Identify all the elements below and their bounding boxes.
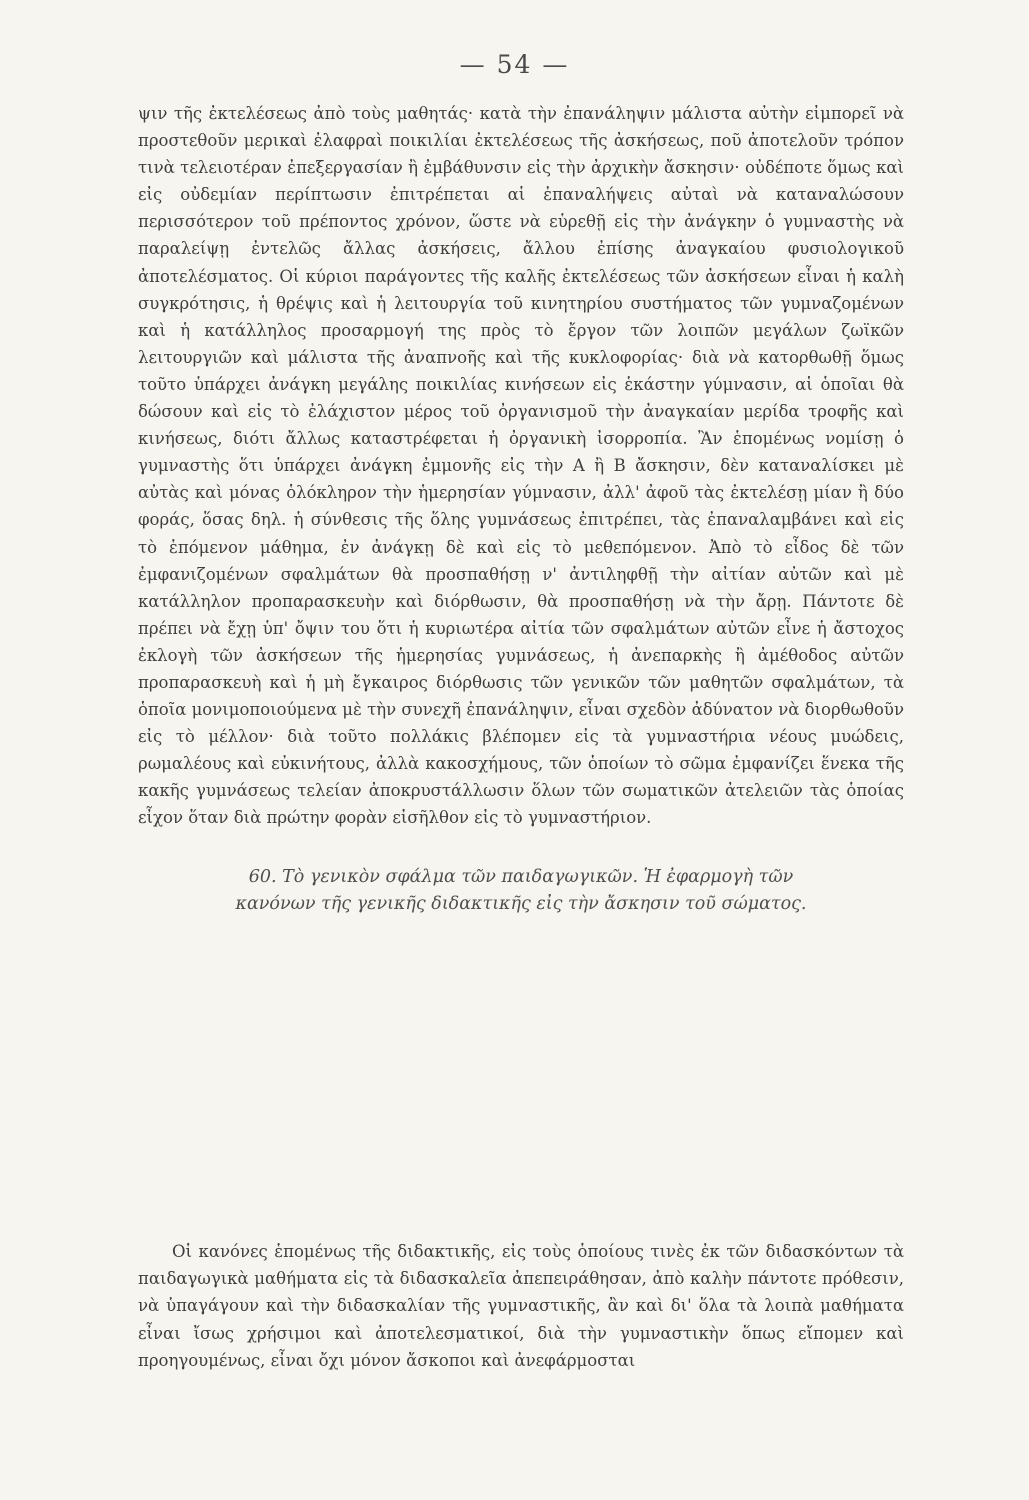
section-heading bbox=[138, 864, 904, 918]
paragraph-wrapper bbox=[138, 1238, 904, 1374]
paragraph-text: Οἱ κανόνες ἑπομένως τῆς διδακτικῆς, εἰς τοὺς ὁποίους τινὲς ἐκ τῶν διδασκόντων τὰ παιδαγωγικὰ μαθήματα εἰς τὰ διδασκαλεῖα ἀπεπειράθησαν, ἀπὸ καλὴν πάντοτε πρόθεσιν, νὰ ὑπαγάγουν καὶ τὴν διδασκαλίαν τῆς γυμναστικῆς, ἂν καὶ δι' ὅλα τὰ λοιπὰ μαθήματα εἶναι ἴσως χρήσιμοι καὶ ἀποτελεσματικοί, διὰ τὴν γυμναστικὴν ὅπως εἴπομεν καὶ προηγουμένως, εἶναι ὄχι μόνον ἄσκοποι καὶ ἀνεφάρμοσται bbox=[138, 1242, 904, 1370]
paragraph-text: ψιν τῆς ἐκτελέσεως ἀπὸ τοὺς μαθητάς· κατὰ τὴν ἐπανάληψιν μάλιστα αὐτὴν εἰμπορεῖ νὰ προστεθοῦν μερικαὶ ἐλαφραὶ ποικιλίαι ἐκτελέσεως τῆς ἀσκήσεως, ποῦ ἀποτελοῦν τρόπον τινὰ τελειοτέραν ἐπεξεργασίαν ἢ ἐμβάθυνσιν εἰς τὴν ἀρχικὴν ἄσκησιν· οὐδέποτε ὅμως καὶ εἰς οὐδεμίαν περίπτωσιν ἐπιτρέπεται αἱ ἐπαναλήψεις αὐταὶ νὰ καταναλώσουν περισσότερον τοῦ πρέποντος χρόνον, ὥστε νὰ εὑρεθῇ εἰς τὴν ἀνάγκην ὁ γυμναστὴς νὰ παραλείψῃ ἐντελῶς ἄλλας ἀσκήσεις, ἄλλου ἐπίσης ἀναγκαίου φυσιολογικοῦ ἀποτελέσματος. Οἱ κύριοι παράγοντες τῆς καλῆς ἐκτελέσεως τῶν ἀσκήσεων εἶναι ἡ καλὴ συγκρότησις, ἡ θρέψις καὶ ἡ λειτουργία τοῦ κινητηρίου συστήματος τῶν γυμναζομένων καὶ ἡ κατάλληλος προσαρμογή της πρὸς τὸ ἔργον τῶν λοιπῶν μεγάλων ζωϊκῶν λειτουργιῶν καὶ μάλιστα τῆς ἀναπνοῆς καὶ τῆς κυκλοφορίας· διὰ νὰ κατορθωθῇ ὅμως τοῦτο ὑπάρχει ἀνάγκη μεγάλης ποικιλίας κινήσεων εἰς ἑκάστην γύμνασιν, αἱ ὁποῖαι θὰ δώσουν καὶ εἰς τὸ ἐλάχιστον μέρος τοῦ ὀργανισμοῦ τὴν ἀναγκαίαν μερίδα τροφῆς καὶ κινήσεως, διότι ἄλλως καταστρέφεται ἡ ὀργανικὴ ἰσορροπία. Ἂν ἑπομένως νομίσῃ ὁ γυμναστὴς ὅτι ὑπάρχει ἀνάγκη ἐμμονῆς εἰς τὴν Α ἢ Β ἄσκησιν, δὲν καταναλίσκει μὲ αὐτὰς καὶ μόνας ὁλόκληρον τὴν ἡμερησίαν γύμνασιν, ἀλλ' ἀφοῦ τὰς ἐκτελέσῃ μίαν ἢ δύο φοράς, ὅσας δηλ. ἡ σύνθεσις τῆς ὅλης γυμνάσεως ἐπιτρέπει, τὰς ἐπαναλαμβάνει καὶ εἰς τὸ ἑπόμενον μάθημα, ἐν ἀνάγκῃ δὲ καὶ εἰς τὸ μεθεπόμενον. Ἀπὸ τὸ εἶδος δὲ τῶν ἐμφανιζομένων σφαλμάτων θὰ προσπαθήσῃ ν' ἀντιληφθῇ τὴν αἰτίαν αὐτῶν καὶ μὲ κατάλληλον προπαρασκευὴν καὶ διόρθωσιν, θὰ προσπαθήσῃ νὰ τὴν ἄρῃ. Πάντοτε δὲ πρέπει νὰ ἔχῃ ὑπ' ὄψιν του ὅτι ἡ κυριωτέρα αἰτία τῶν σφαλμάτων αὐτῶν εἶνε ἡ ἄστοχος ἐκλογὴ τῶν ἀσκήσεων τῆς ἡμερησίας γυμνάσεως, ἡ ἀνεπαρκὴς ἢ ἀμέθοδος αὐτῶν προπαρασκευὴ καὶ ἡ μὴ ἔγκαιρος διόρθωσις τῶν γενικῶν τῶν μαθητῶν σφαλμάτων, τὰ ὁποῖα μονιμοποιούμενα μὲ τὴν συνεχῆ ἐπανάληψιν, εἶναι σχεδὸν ἀδύνατον νὰ διορθωθοῦν εἰς τὸ μέλλον· διὰ τοῦτο πολλάκις βλέπομεν εἰς τὰ γυμναστήρια νέους μυώδεις, ρωμαλέους καὶ εὐκινήτους, ἀλλὰ κακοσχήμους, τῶν ὁποίων τὸ σῶμα ἐμφανίζει ἕνεκα τῆς κακῆς γυμνάσεως τελείαν ἀποκρυστάλλωσιν ὅλων τῶν σωματικῶν ἀτελειῶν τὰς ὁποίας εἶχον ὅταν διὰ πρώτην φορὰν εἰσῆλθον εἰς τὸ γυμναστήριον. bbox=[138, 104, 904, 828]
body-paragraph-1 bbox=[138, 100, 904, 832]
body-paragraph-2 bbox=[138, 1238, 904, 1374]
section-heading-line-1: 60. Τὸ γενικὸν σφάλμα τῶν παιδαγωγικῶν. Ἡ ἐφαρμογὴ τῶν bbox=[248, 867, 794, 887]
section-heading-line-2: κανόνων τῆς γενικῆς διδακτικῆς εἰς τὴν ἄσκησιν τοῦ σώματος. bbox=[235, 894, 807, 914]
page-number: — 54 — bbox=[459, 50, 570, 79]
